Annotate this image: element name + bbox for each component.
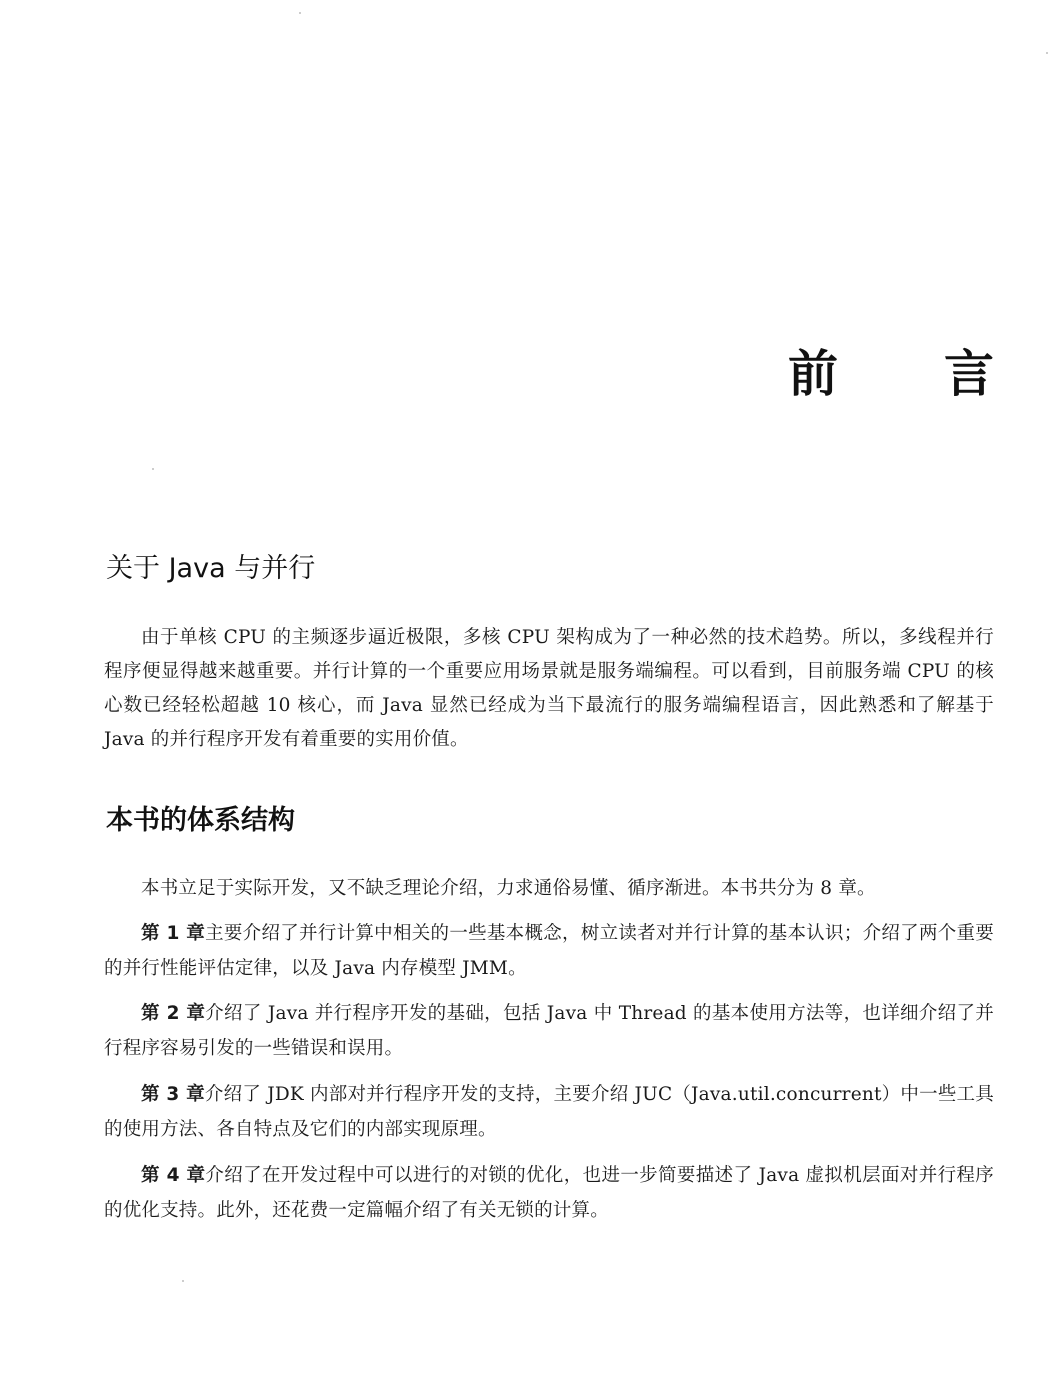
chapter-summary-3 — [104, 1078, 994, 1147]
chapter-text: 介绍了 JDK 内部对并行程序开发的支持，主要介绍 JUC（Java.util.concurrent）中一些工具的使用方法、各自特点及它们的内部实现原理。 — [104, 1084, 994, 1140]
chapter-label: 第 4 章 — [141, 1165, 206, 1186]
chapter-text: 介绍了 Java 并行程序开发的基础，包括 Java 中 Thread 的基本使用方法等，也详细介绍了并行程序容易引发的一些错误和误用。 — [104, 1003, 994, 1059]
scan-speck — [152, 468, 154, 470]
page-title-char: 前 — [788, 345, 838, 403]
chapter-summary-4 — [104, 1159, 994, 1228]
page-title-char: 言 — [944, 345, 994, 403]
scan-speck — [1046, 52, 1048, 54]
chapter-text: 主要介绍了并行计算中相关的一些基本概念，树立读者对并行计算的基本认识；介绍了两个重要的并行性能评估定律，以及 Java 内存模型 JMM。 — [104, 923, 995, 979]
scan-speck — [182, 1280, 184, 1282]
chapter-summary-2 — [104, 997, 994, 1066]
page-title — [788, 344, 994, 404]
section-heading-structure: 本书的体系结构 — [106, 805, 295, 836]
paragraph-structure-intro: 本书立足于实际开发，又不缺乏理论介绍，力求通俗易懂、循序渐进。本书共分为 8 章。 — [141, 878, 876, 899]
chapter-label: 第 2 章 — [141, 1003, 206, 1024]
chapter-summary-1 — [104, 917, 994, 986]
chapter-label: 第 3 章 — [141, 1084, 205, 1105]
chapter-text: 介绍了在开发过程中可以进行的对锁的优化，也进一步简要描述了 Java 虚拟机层面对并行程序的优化支持。此外，还花费一定篇幅介绍了有关无锁的计算。 — [104, 1165, 994, 1221]
chapter-label: 第 1 章 — [141, 923, 206, 944]
paragraph-java-intro: 由于单核 CPU 的主频逐步逼近极限，多核 CPU 架构成为了一种必然的技术趋势。所以，多线程并行程序便显得越来越重要。并行计算的一个重要应用场景就是服务端编程。可以看到，目前服务端 CPU 的核心数已经轻松超越 10 核心，而 Java 显然已经成为当下最流行的服务端编程语言，因此熟悉和了解基于 Java 的并行程序开发有着重要的实用价值。 — [104, 627, 994, 750]
scan-speck — [299, 12, 301, 14]
section-heading-java: 关于 Java 与并行 — [106, 553, 316, 584]
